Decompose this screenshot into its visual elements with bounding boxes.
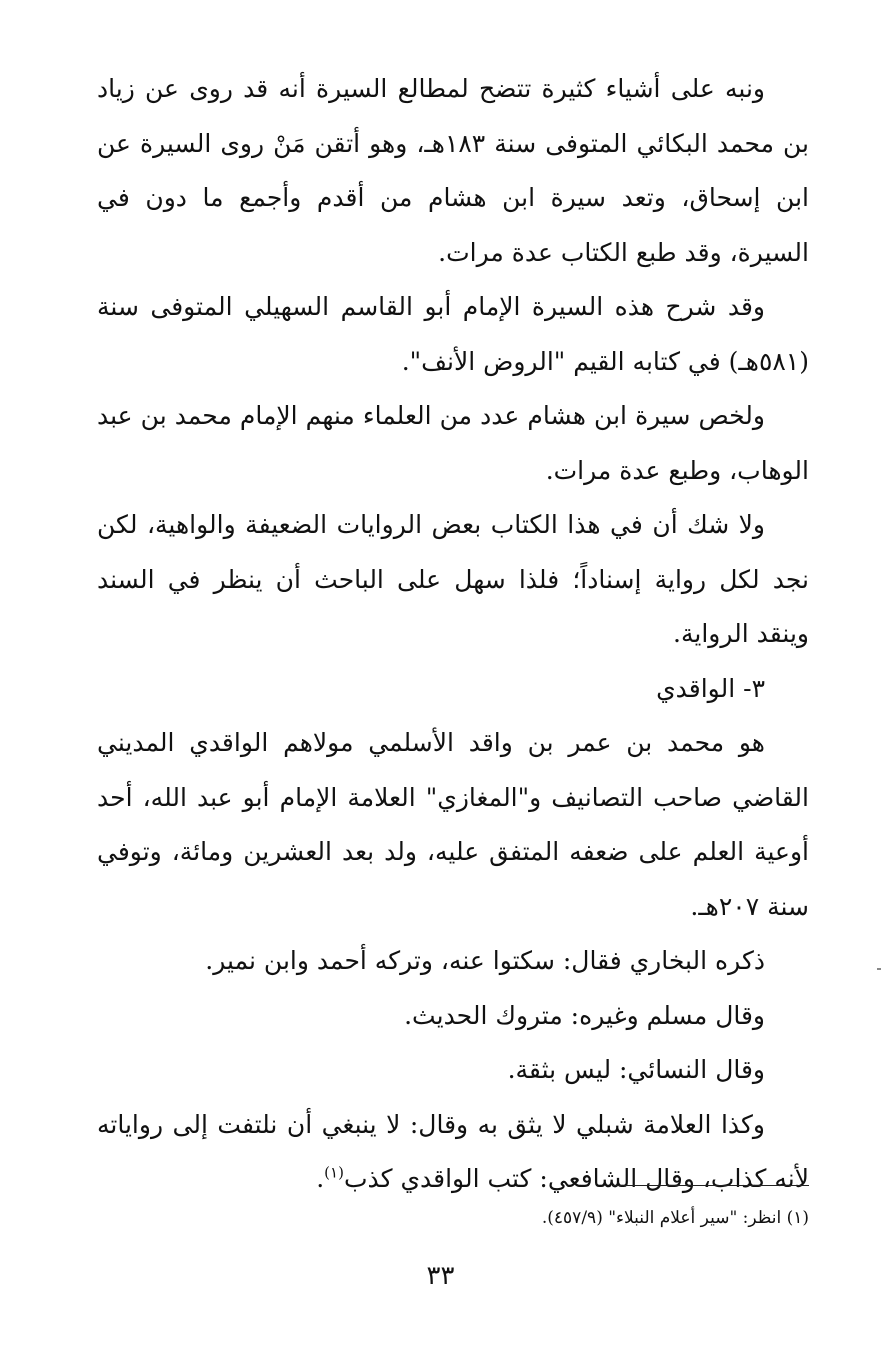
paragraph-shibli-shafii-text: وكذا العلامة شبلي لا يثق به وقال: لا ينبغي أن نلتفت إلى رواياته لأنه كذاب، وقال الشافعي: كتب الواقدي كذب bbox=[97, 1109, 809, 1193]
footnote-text: (١) انظر: "سير أعلام النبلاء" (٤٥٧/٩). bbox=[541, 1208, 809, 1228]
footnote-reference[interactable]: (١) bbox=[324, 1163, 344, 1182]
footnote-divider bbox=[613, 1185, 809, 1186]
page-number: ٣٣ bbox=[426, 1261, 455, 1291]
section-heading-waqidi: ٣- الواقدي bbox=[656, 673, 765, 703]
main-text bbox=[97, 62, 809, 1207]
margin-mark bbox=[877, 968, 881, 970]
paragraph-bukhari-opinion: ذكره البخاري فقال: سكتوا عنه، وتركه أحمد وابن نمير. bbox=[205, 946, 765, 975]
paragraph-weak-narrations: ولا شك أن في هذا الكتاب بعض الروايات الضعيفة والواهية، لكن نجد لكل رواية إسناداً؛ فلذا سهل على الباحث أن ينظر في السند وينقد الرواية. bbox=[97, 510, 809, 648]
paragraph-suhayli-commentary: وقد شرح هذه السيرة الإمام أبو القاسم السهيلي المتوفى سنة (٥٨١هـ) في كتابه القيم "الروض الأنف". bbox=[97, 292, 809, 376]
paragraph-waqidi-biography: هو محمد بن عمر بن واقد الأسلمي مولاهم الواقدي المديني القاضي صاحب التصانيف و"المغازي" العلامة الإمام أبو عبد الله، أحد أوعية العلم على ضعفه المتفق عليه، ولد بعد العشرين ومائة، وتوفي سنة ٢٠٧هـ. bbox=[97, 728, 809, 921]
paragraph-ibn-hisham-narrators: ونبه على أشياء كثيرة تتضح لمطالع السيرة أنه قد روى عن زياد بن محمد البكائي المتوفى سنة ١٨٣هـ، وهو أتقن مَنْ روى السيرة عن ابن إسحاق، وتعد سيرة ابن هشام من أقدم وأجمع ما دون في السيرة، وقد طبع الكتاب عدة مرات. bbox=[97, 74, 809, 267]
paragraph-nasai-opinion: وقال النسائي: ليس بثقة. bbox=[507, 1055, 765, 1084]
paragraph-abridgement: ولخص سيرة ابن هشام عدد من العلماء منهم الإمام محمد بن عبد الوهاب، وطبع عدة مرات. bbox=[97, 401, 809, 485]
paragraph-shibli-shafii-opinion bbox=[97, 1098, 809, 1207]
paragraph-end-period: . bbox=[316, 1164, 325, 1193]
paragraph-muslim-opinion: وقال مسلم وغيره: متروك الحديث. bbox=[404, 1000, 765, 1030]
